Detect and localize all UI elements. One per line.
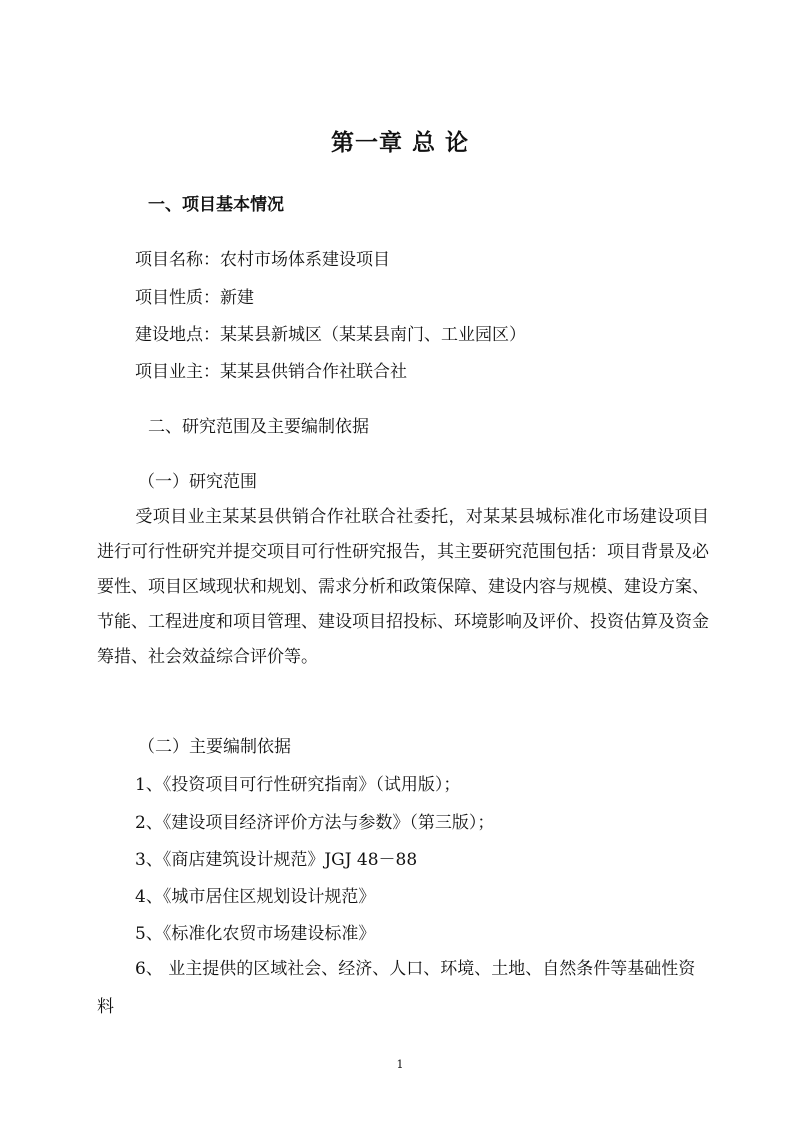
section-heading-scope-basis: 二、研究范围及主要编制依据 bbox=[148, 417, 369, 437]
scope-text: 受项目业主某某县供销合作社联合社委托，对某某县城标准化市场建设项目进行可行性研究并提交项目可行性研究报告，其主要研究范围包括：项目背景及必要性、项目区域现状和规划、需求分析和政策保障、建设内容与规模、建设方案、节能、工程进度和项目管理、建设项目招投标、环境影响及评价、投资估算及资金筹措、社会效益综合评价等。 bbox=[97, 507, 709, 667]
basis-item: 1、《投资项目可行性研究指南》（试用版）； bbox=[135, 775, 461, 795]
basis-item: 3、《商店建筑设计规范》JGJ 48－88 bbox=[135, 850, 418, 870]
basis-item: 2、《建设项目经济评价方法与参数》（第三版）； bbox=[135, 813, 495, 833]
basis-item-wrapped bbox=[97, 950, 709, 1026]
scope-paragraph bbox=[97, 500, 709, 675]
scope-heading: （一）研究范围 bbox=[138, 472, 257, 492]
basis-item-text: 6、 业主提供的区域社会、经济、人口、环境、土地、自然条件等基础性资料 bbox=[97, 959, 696, 1017]
section-heading-basic-info: 一、项目基本情况 bbox=[148, 195, 284, 215]
basis-item: 5、《标准化农贸市场建设标准》 bbox=[135, 924, 376, 944]
project-name-line: 项目名称：农村市场体系建设项目 bbox=[135, 250, 390, 270]
project-nature-line: 项目性质：新建 bbox=[135, 288, 254, 308]
page-number: 1 bbox=[396, 1058, 404, 1071]
project-location-line: 建设地点：某某县新城区（某某县南门、工业园区） bbox=[135, 325, 526, 345]
basis-item: 4、《城市居住区规划设计规范》 bbox=[135, 887, 376, 907]
project-owner-line: 项目业主：某某县供销合作社联合社 bbox=[135, 362, 407, 382]
chapter-title: 第一章 总 论 bbox=[330, 129, 469, 156]
basis-heading: （二）主要编制依据 bbox=[138, 737, 291, 757]
